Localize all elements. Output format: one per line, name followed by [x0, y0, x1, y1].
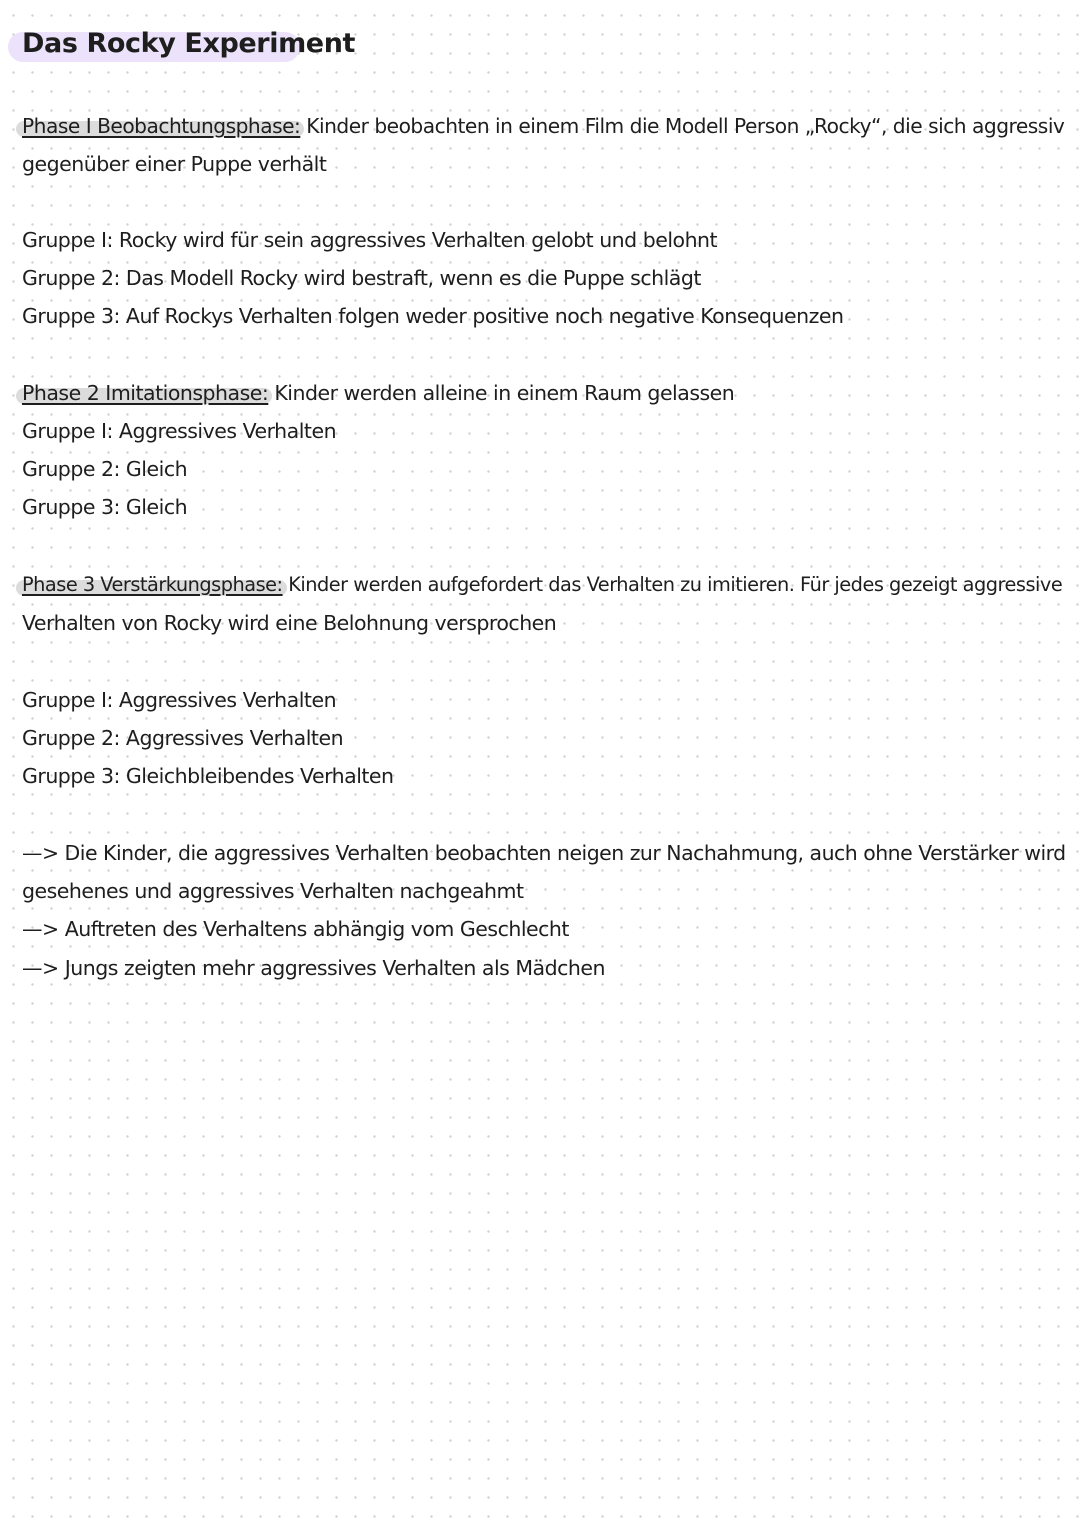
phase3-text-line1: Kinder werden aufgefordert das Verhalten zu imitieren. Für jedes gezeigt aggressive [282, 573, 1063, 596]
phase3-group-1: Gruppe I: Aggressives Verhalten [22, 688, 337, 712]
phase3-line1 [22, 571, 1062, 599]
phase2-group-2: Gruppe 2: Gleich [22, 457, 188, 481]
page-title: Das Rocky Experiment [22, 28, 356, 59]
phase2-group-3: Gruppe 3: Gleich [22, 495, 188, 519]
phase2-label: Phase 2 Imitationsphase: [22, 381, 269, 405]
phase2-line1 [22, 379, 734, 407]
phase3-group-3: Gruppe 3: Gleichbleibendes Verhalten [22, 764, 394, 788]
phase1-text-line1: Kinder beobachten in einem Film die Modell Person „Rocky“, die sich aggressiv [300, 114, 1065, 138]
phase3-label: Phase 3 Verstärkungsphase: [22, 573, 283, 596]
phase2-text-line1: Kinder werden alleine in einem Raum gelassen [268, 381, 735, 405]
phase1-label: Phase I Beobachtungsphase: [22, 114, 301, 138]
phase3-group-2: Gruppe 2: Aggressives Verhalten [22, 726, 344, 750]
conclusion-3: —> Jungs zeigten mehr aggressives Verhalten als Mädchen [22, 956, 605, 980]
phase2-group-1: Gruppe I: Aggressives Verhalten [22, 419, 337, 443]
conclusion-2: —> Auftreten des Verhaltens abhängig vom Geschlecht [22, 917, 569, 941]
phase1-group-1: Gruppe I: Rocky wird für sein aggressives Verhalten gelobt und belohnt [22, 228, 718, 252]
phase3-text-line2: Verhalten von Rocky wird eine Belohnung versprochen [22, 611, 557, 635]
phase1-group-2: Gruppe 2: Das Modell Rocky wird bestraft, wenn es die Puppe schlägt [22, 266, 701, 290]
phase1-line1 [22, 112, 1064, 140]
phase1-group-3: Gruppe 3: Auf Rockys Verhalten folgen weder positive noch negative Konsequenzen [22, 304, 844, 328]
phase1-text-line2: gegenüber einer Puppe verhält [22, 152, 327, 176]
conclusion-1: —> Die Kinder, die aggressives Verhalten beobachten neigen zur Nachahmung, auch ohne Verstärker wird [22, 841, 1066, 865]
conclusion-1-cont: gesehenes und aggressives Verhalten nachgeahmt [22, 879, 524, 903]
